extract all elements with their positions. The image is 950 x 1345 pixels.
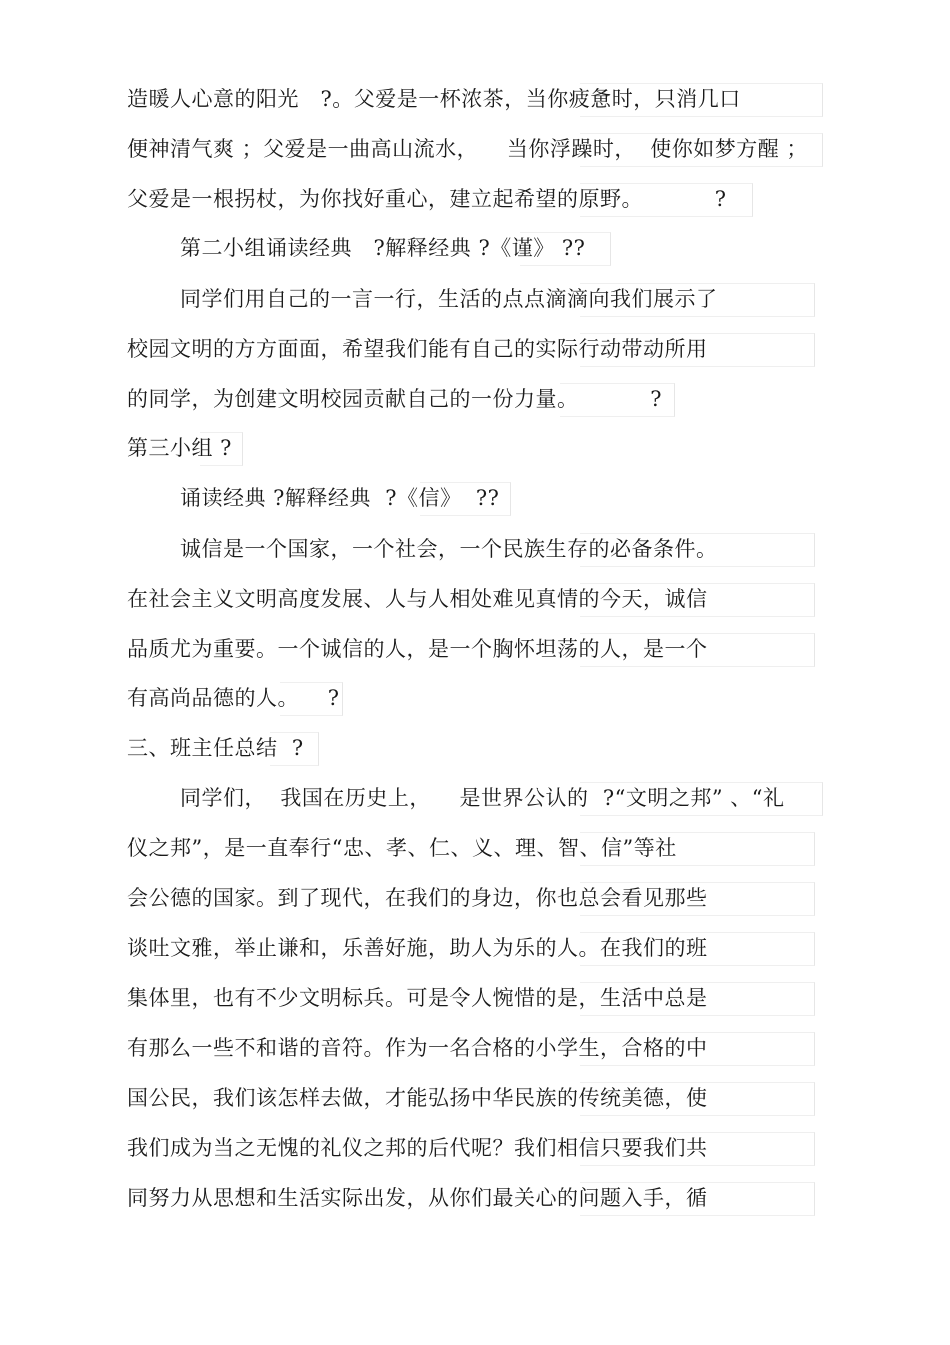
text-line: 集体里，也有不少文明标兵。可是令人惋惜的是，生活中总是	[127, 986, 708, 1010]
text-line: 便神清气爽 ；父爱是一曲高山流水， 当你浮躁时， 使你如梦方醒 ；	[127, 137, 808, 161]
text-line: 校园文明的方方面面，希望我们能有自己的实际行动带动所用	[127, 337, 708, 361]
text-line: 国公民，我们该怎样去做，才能弘扬中华民族的传统美德，使	[127, 1086, 708, 1110]
text-line: 的同学，为创建文明校园贡献自己的一份力量。 ?	[127, 387, 663, 411]
section-heading-line: 第二小组诵读经典 ?解释经典 ?《谨》 ??	[180, 236, 586, 260]
text-line: 造暖人心意的阳光 ?。父爱是一杯浓茶，当你疲惫时，只消几口	[127, 87, 741, 111]
text-line: 在社会主义文明高度发展、人与人相处难见真情的今天，诚信	[127, 587, 708, 611]
text-line: 同学们用自己的一言一行，生活的点点滴滴向我们展示了	[180, 287, 718, 311]
text-line: 诚信是一个国家，一个社会，一个民族生存的必备条件。	[180, 537, 718, 561]
section-heading-line: 诵读经典 ?解释经典 ?《信》 ??	[180, 486, 500, 510]
text-line: 我们成为当之无愧的礼仪之邦的后代呢？我们相信只要我们共	[127, 1136, 708, 1160]
text-line: 仪之邦”，是一直奉行“忠、孝、仁、义、理、智、信”等社	[127, 836, 677, 860]
section-heading-line: 第三小组 ?	[127, 436, 232, 460]
text-line: 同努力从思想和生活实际出发，从你们最关心的问题入手，循	[127, 1186, 708, 1210]
text-line: 品质尤为重要。一个诚信的人，是一个胸怀坦荡的人，是一个	[127, 637, 708, 661]
text-line: 谈吐文雅，举止谦和，乐善好施，助人为乐的人。在我们的班	[127, 936, 708, 960]
section-heading-line: 三、班主任总结 ?	[127, 736, 304, 760]
text-line: 有那么一些不和谐的音符。作为一名合格的小学生，合格的中	[127, 1036, 708, 1060]
text-line: 有高尚品德的人。 ?	[127, 686, 340, 710]
text-line: 父爱是一根拐杖，为你找好重心，建立起希望的原野。 ?	[127, 187, 727, 211]
text-line: 会公德的国家。到了现代，在我们的身边，你也总会看见那些	[127, 886, 708, 910]
text-line: 同学们， 我国在历史上， 是世界公认的 ?“文明之邦” 、“礼	[180, 786, 785, 810]
